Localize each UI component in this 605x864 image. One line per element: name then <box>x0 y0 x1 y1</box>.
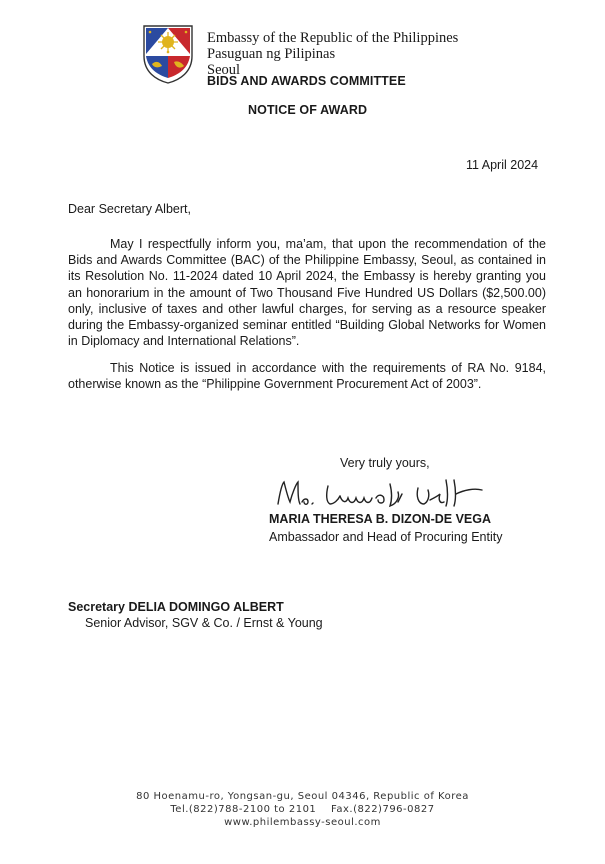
footer-website: www.philembassy-seoul.com <box>224 817 381 828</box>
embassy-city: Seoul <box>207 62 241 78</box>
committee-heading: BIDS AND AWARDS COMMITTEE <box>207 74 406 88</box>
addressee-name: Secretary DELIA DOMINGO ALBERT <box>68 600 284 614</box>
signatory-position: Ambassador and Head of Procuring Entity <box>269 530 503 544</box>
body-paragraph-2: This Notice is issued in accordance with the requirements of RA No. 9184, otherwise known as the “Philippine Government Procurement Act of 2003”. <box>68 361 546 392</box>
signatory-name: MARIA THERESA B. DIZON-DE VEGA <box>269 512 491 526</box>
embassy-name-filipino: Pasuguan ng Pilipinas <box>207 46 336 62</box>
addressee-position: Senior Advisor, SGV & Co. / Ernst & Young <box>85 616 323 630</box>
notice-title: NOTICE OF AWARD <box>248 103 368 117</box>
handwritten-signature-icon <box>268 474 518 514</box>
embassy-name-english: Embassy of the Republic of the Philippines <box>207 30 459 46</box>
letter-date: 11 April 2024 <box>466 158 539 172</box>
philippine-seal-icon <box>140 22 196 84</box>
body-paragraph-1: May I respectfully inform you, ma’am, that upon the recommendation of the Bids and Awards Committee (BAC) of the Philippine Embassy, Seoul, as contained in its Resolution No. 11-2024 dated 10 April 2024, the Embassy is hereby granting you an honorarium in the amount of Two Thousand Five Hundred US Dollars ($2,500.00) only, inclusive of taxes and other lawful charges, for serving as a resource speaker during the Embassy-organized seminar entitled “Building Global Networks for Women in Diplomacy and International Relations”. <box>68 237 546 349</box>
salutation: Dear Secretary Albert, <box>68 202 191 216</box>
footer-address: 80 Hoenamu-ro, Yongsan-gu, Seoul 04346, Republic of Korea <box>136 791 469 802</box>
closing: Very truly yours, <box>340 456 430 470</box>
footer-phone: Tel.(822)788-2100 to 2101 Fax.(822)796-0827 <box>170 804 435 815</box>
